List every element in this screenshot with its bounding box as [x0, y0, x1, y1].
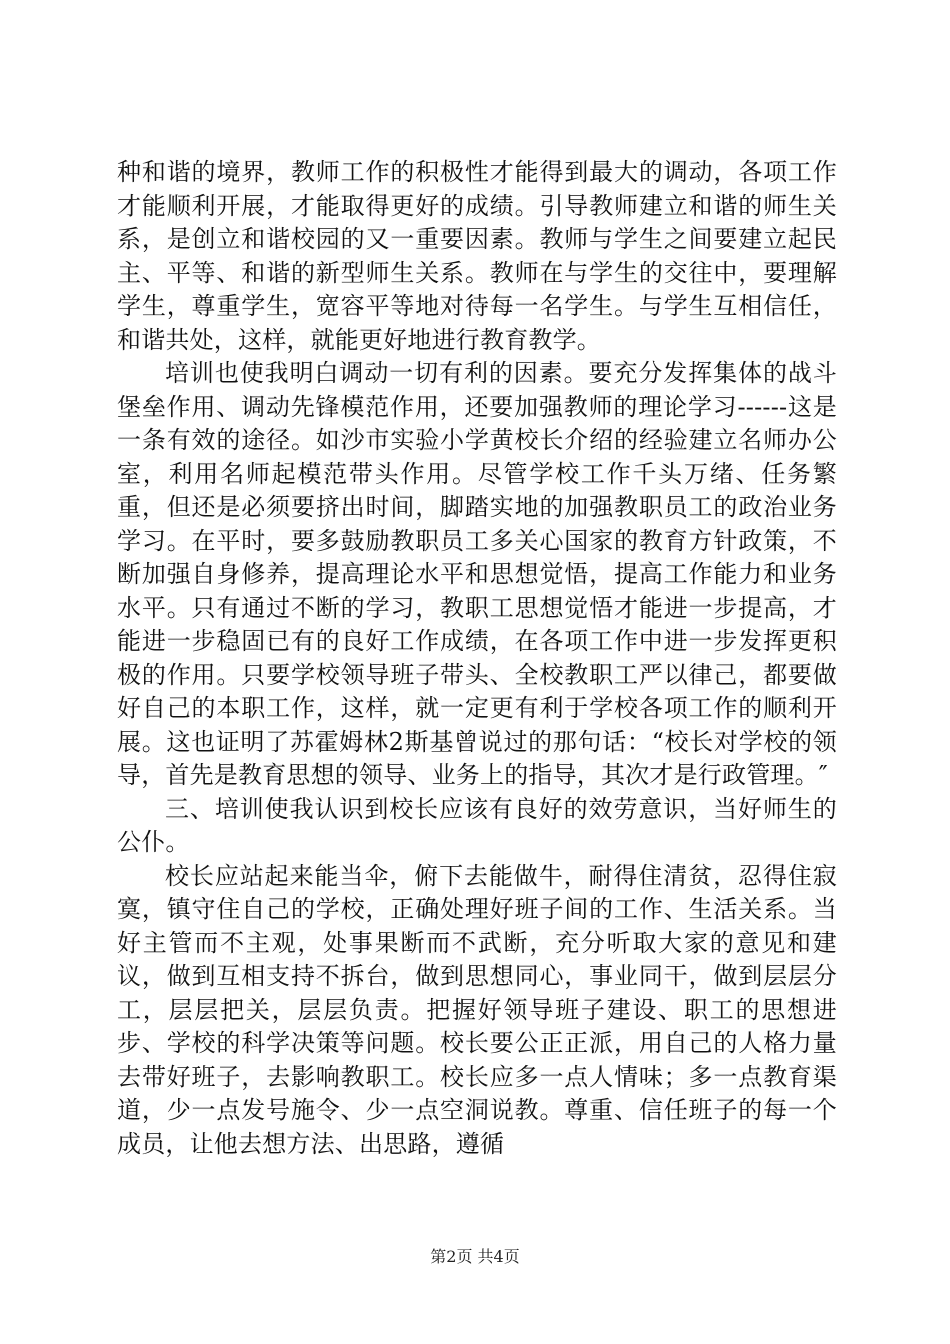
- body-text: [117, 156, 837, 1161]
- paragraph-continuation: 种和谐的境界，教师工作的积极性才能得到最大的调动，各项工作才能顺利开展，才能取得更好的成绩。引导教师建立和谐的师生关系，是创立和谐校园的又一重要因素。教师与学生之间要建立起民主、平等、和谐的新型师生关系。教师在与学生的交往中，要理解学生，尊重学生，宽容平等地对待每一名学生。与学生互相信任，和谐共处，这样，就能更好地进行教育教学。: [117, 158, 837, 354]
- page-footer: 第2页 共4页: [430, 1247, 520, 1266]
- paragraph-training-factors: 培训也使我明白调动一切有利的因素。要充分发挥集体的战斗堡垒作用、调动先锋模范作用，还要加强教师的理论学习------这是一条有效的途径。如沙市实验小学黄校长介绍的经验建立名师办公室，利用名师起模范带头作用。尽管学校工作千头万绪、任务繁重，但还是必须要挤出时间，脚踏实地的加强教职员工的政治业务学习。在平时，要多鼓励教职员工多关心国家的教育方针政策，不断加强自身修养，提高理论水平和思想觉悟，提高工作能力和业务水平。只有通过不断的学习，教职工思想觉悟才能进一步提高，才能进一步稳固已有的良好工作成绩，在各项工作中进一步发挥更积极的作用。只要学校领导班子带头、全校教职工严以律己，都要做好自己的本职工作，这样，就一定更有利于学校各项工作的顺利开展。这也证明了苏霍姆林2斯基曾说过的那句话：“校长对学校的领导，首先是教育思想的领导、业务上的指导，其次才是行政管理。″: [117, 359, 837, 789]
- section-heading-service-awareness: 三、培训使我认识到校长应该有良好的效劳意识，当好师生的公仆。: [117, 794, 837, 856]
- paragraph-principal-conduct: 校长应站起来能当伞，俯下去能做牛，耐得住清贫，忍得住寂寞，镇守住自己的学校，正确处理好班子间的工作、生活关系。当好主管而不主观，处事果断而不武断，充分听取大家的意见和建议，做到互相支持不拆台，做到思想同心，事业同干，做到层层分工，层层把关，层层负责。把握好领导班子建设、职工的思想进步、学校的科学决策等问题。校长要公正正派，用自己的人格力量去带好班子，去影响教职工。校长应多一点人情味；多一点教育渠道，少一点发号施令、少一点空洞说教。尊重、信任班子的每一个成员，让他去想方法、出思路，遵循: [117, 861, 837, 1158]
